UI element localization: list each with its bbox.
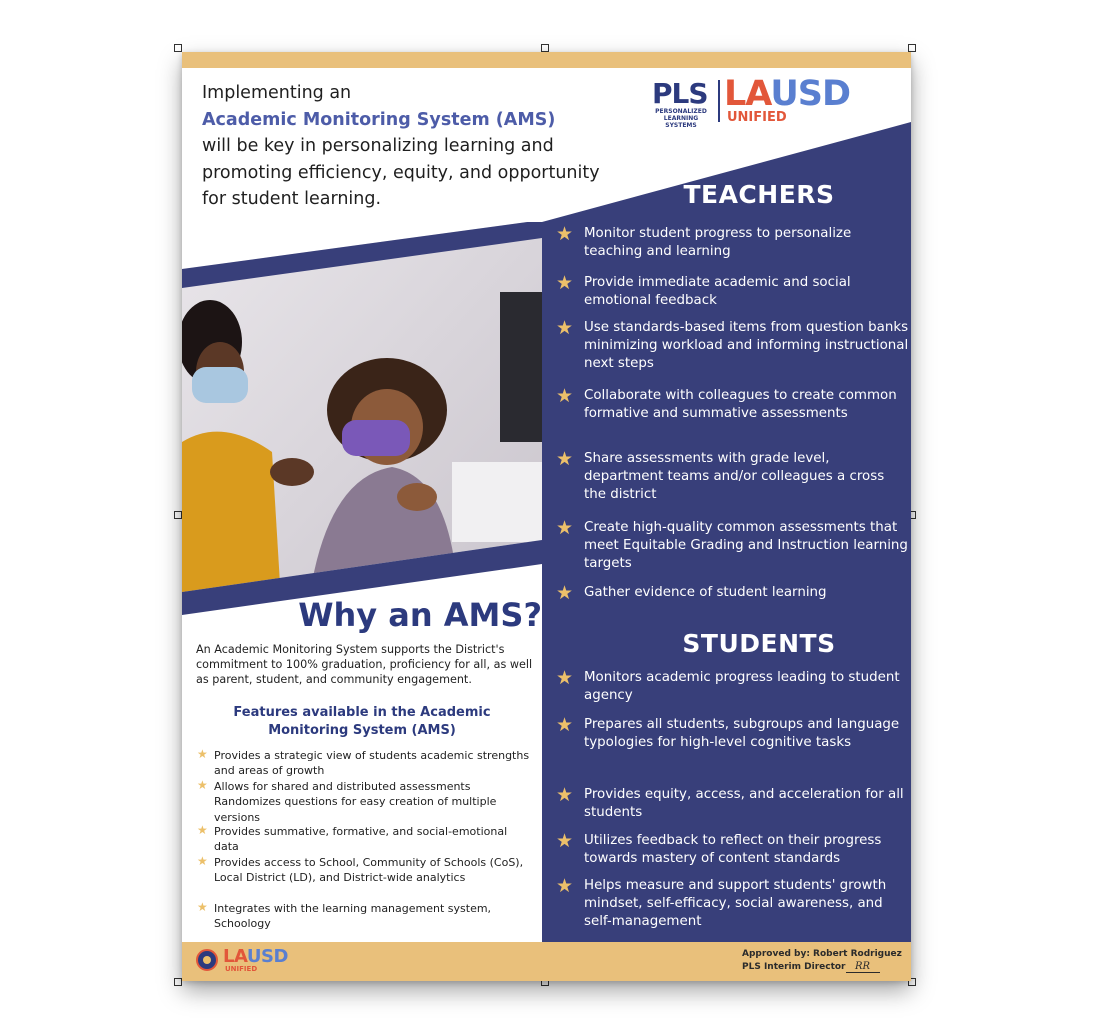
star-icon: ★ [556, 582, 574, 604]
feature-item-text: Allows for shared and distributed assessments Randomizes questions for easy creation of multiple versions [214, 780, 497, 824]
teacher-student-photo [182, 222, 542, 617]
star-icon: ★ [556, 667, 574, 689]
resize-handle-top-right[interactable] [908, 44, 916, 52]
star-icon: ★ [197, 854, 208, 868]
star-icon: ★ [197, 747, 208, 761]
student-item-text: Provides equity, access, and acceleration for all students [584, 787, 904, 820]
star-icon: ★ [556, 272, 574, 294]
pls-sub-line-2: LEARNING SYSTEMS [663, 115, 699, 129]
star-icon: ★ [556, 223, 574, 245]
star-icon: ★ [556, 784, 574, 806]
footer-lausd-text [223, 948, 288, 966]
star-icon: ★ [556, 385, 574, 407]
feature-item-text: Provides summative, formative, and social-emotional data [214, 825, 508, 854]
lausd-logo-text [724, 76, 850, 112]
student-item-text: Utilizes feedback to reflect on their progress towards mastery of content standards [584, 833, 882, 866]
star-icon: ★ [197, 778, 208, 792]
teacher-item-text: Gather evidence of student learning [584, 585, 827, 600]
teachers-title: TEACHERS [683, 180, 835, 209]
star-icon: ★ [556, 317, 574, 339]
intro-line-1: Implementing an [202, 83, 352, 103]
features-heading: Features available in the Academic Monitoring System (AMS) [233, 705, 491, 738]
feature-item-text: Integrates with the learning management system, Schoology [214, 902, 492, 931]
star-icon: ★ [556, 517, 574, 539]
flyer-document[interactable] [182, 52, 911, 981]
lausd-seal-icon [196, 949, 218, 971]
students-title: STUDENTS [682, 629, 836, 658]
pls-sub-line-1: PERSONALIZED [655, 108, 707, 115]
footer-la: LA [223, 946, 247, 967]
lausd-unified-text: UNIFIED [727, 110, 787, 125]
intro-paragraph [202, 80, 602, 213]
star-icon: ★ [197, 900, 208, 914]
footer-unified-text: UNIFIED [225, 965, 258, 973]
pls-logo-text: PLS [652, 77, 708, 110]
feature-item-text: Provides a strategic view of students academic strengths and areas of growth [214, 749, 530, 778]
lausd-usd: USD [770, 74, 851, 114]
star-icon: ★ [556, 875, 574, 897]
resize-handle-top-left[interactable] [174, 44, 182, 52]
approved-by-line: Approved by: Robert Rodriguez [742, 949, 902, 959]
logo-divider [718, 80, 720, 122]
why-ams-body: An Academic Monitoring System supports the District's commitment to 100% graduation, proficiency for all, as well as parent, student, and community engagement. [196, 643, 533, 686]
teacher-item-text: Share assessments with grade level, department teams and/or colleagues a cross the district [584, 451, 885, 502]
student-item-text: Monitors academic progress leading to student agency [584, 670, 900, 703]
signature-initials: RR [846, 961, 880, 973]
lausd-la: LA [724, 74, 771, 114]
student-item-text: Prepares all students, subgroups and language typologies for high-level cognitive tasks [584, 717, 900, 750]
footer-lausd-logo [196, 948, 316, 976]
teacher-item-text: Use standards-based items from question banks minimizing workload and informing instructional next steps [584, 320, 909, 371]
approval-block [742, 948, 902, 974]
teacher-item-text: Monitor student progress to personalize teaching and learning [584, 226, 852, 259]
star-icon: ★ [556, 830, 574, 852]
pls-logo-subtitle [648, 108, 714, 129]
teacher-item-text: Create high-quality common assessments that meet Equitable Grading and Instruction learning targets [584, 520, 908, 571]
star-icon: ★ [197, 823, 208, 837]
feature-item-text: Provides access to School, Community of Schools (CoS), Local District (LD), and District-wide analytics [214, 856, 524, 885]
teacher-item-text: Provide immediate academic and social emotional feedback [584, 275, 851, 308]
resize-handle-top-center[interactable] [541, 44, 549, 52]
why-ams-heading: Why an AMS? [298, 596, 542, 634]
footer-usd: USD [246, 946, 288, 967]
star-icon: ★ [556, 448, 574, 470]
intro-rest: will be key in personalizing learning and promoting efficiency, equity, and opportunity for student learning. [202, 136, 600, 209]
approver-title: PLS Interim Director [742, 962, 846, 972]
teacher-item-text: Collaborate with colleagues to create common formative and summative assessments [584, 388, 897, 421]
student-item-text: Helps measure and support students' growth mindset, self-efficacy, social awareness, and self-management [584, 878, 887, 929]
pls-lausd-logo [648, 74, 898, 129]
resize-handle-middle-left[interactable] [174, 511, 182, 519]
resize-handle-bottom-left[interactable] [174, 978, 182, 986]
star-icon: ★ [556, 714, 574, 736]
intro-highlight: Academic Monitoring System (AMS) [202, 109, 556, 130]
